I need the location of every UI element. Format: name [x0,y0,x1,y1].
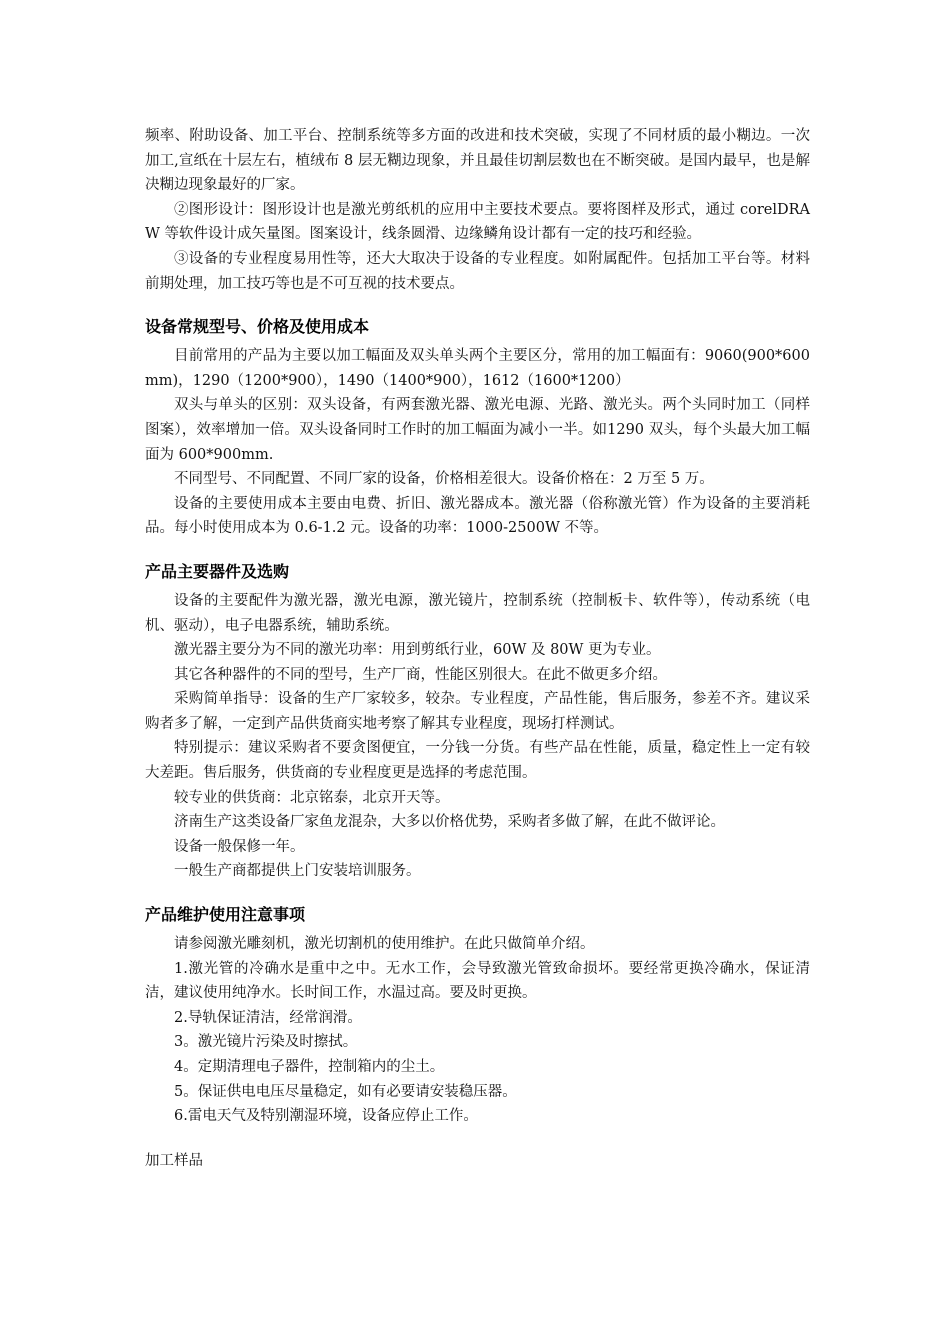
section-paragraph: 一般生产商都提供上门安装培训服务。 [174,863,421,880]
section-heading: 设备常规型号、价格及使用成本 [145,317,370,337]
section-paragraph: 较专业的供货商：北京铭泰，北京开天等。 [174,789,450,806]
section-heading: 产品主要器件及选购 [145,561,290,581]
section-maintenance [145,904,810,1129]
section-models-pricing [145,316,810,541]
section-paragraph: 设备的主要使用成本主要由电费、折旧、激光器成本。激光器（俗称激光管）作为设备的主要消耗品。每小时使用成本为 0.6-1.2 元。设备的功率：1000-2500W 不等。 [145,495,810,537]
intro-paragraph: ②图形设计：图形设计也是激光剪纸机的应用中主要技术要点。要将图样及形式，通过 corelDRAW 等软件设计成矢量图。图案设计，线条圆滑、边缘鳞角设计都有一定的技巧和经验。 [145,201,810,243]
section-paragraph: 5。保证供电电压尽量稳定，如有必要请安装稳压器。 [174,1083,517,1100]
section-paragraph: 3。激光镜片污染及时擦拭。 [174,1034,358,1051]
section-paragraph: 目前常用的产品为主要以加工幅面及双头单头两个主要区分，常用的加工幅面有：9060(900*600mm)，1290（1200*900），1490（1400*900），1612（1600*1200） [145,348,810,389]
section-paragraph: 设备的主要配件为激光器，激光电源，激光镜片，控制系统（控制板卡、软件等），传动系统（电机、驱动），电子电器系统，辅助系统。 [145,592,810,634]
intro-paragraph: 频率、附助设备、加工平台、控制系统等多方面的改进和技术突破，实现了不同材质的最小糊边。一次加工,宣纸在十层左右，植绒布 8 层无糊边现象，并且最佳切割层数也在不断突破。是国内最早，也是解决糊边现象最好的厂家。 [145,128,810,194]
section-components-purchase [145,561,810,884]
document-page [145,124,810,1173]
section-paragraph: 2.导轨保证清洁，经常润滑。 [174,1009,362,1026]
section-heading: 产品维护使用注意事项 [145,905,306,925]
section-paragraph: 其它各种器件的不同的型号，生产厂商，性能区别很大。在此不做更多介绍。 [174,666,667,683]
sample-caption: 加工样品 [145,1152,203,1169]
section-paragraph: 特别提示：建议采购者不要贪图便宜，一分钱一分货。有些产品在性能，质量，稳定性上一定有较大差距。售后服务，供货商的专业程度更是选择的考虑范围。 [145,740,810,782]
section-paragraph: 4。定期清理电子器件，控制箱内的尘土。 [174,1059,445,1075]
section-paragraph: 设备一般保修一年。 [174,838,305,855]
section-paragraph: 采购简单指导：设备的生产厂家较多，较杂。专业程度，产品性能，售后服务，参差不齐。建议采购者多了解，一定到产品供货商实地考察了解其专业程度，现场打样测试。 [145,691,810,732]
section-paragraph: 不同型号、不同配置、不同厂家的设备，价格相差很大。设备价格在：2 万至 5 万。 [174,471,714,488]
section-paragraph: 请参阅激光雕刻机，激光切割机的使用维护。在此只做简单介绍。 [174,936,595,953]
intro-block [145,124,810,296]
section-paragraph: 激光器主要分为不同的激光功率：用到剪纸行业，60W 及 80W 更为专业。 [174,642,661,659]
section-paragraph: 6.雷电天气及特别潮湿环境，设备应停止工作。 [174,1108,478,1125]
section-paragraph: 1.激光管的冷确水是重中之中。无水工作，会导致激光管致命损坏。要经常更换冷确水，保证清洁，建议使用纯净水。长时间工作，水温过高。要及时更换。 [145,960,810,1002]
section-paragraph: 双头与单头的区别：双头设备，有两套激光器、激光电源、光路、激光头。两个头同时加工（同样图案），效率增加一倍。双头设备同时工作时的加工幅面为减小一半。如1290 双头，每个头最大加工幅面为 600*900mm. [145,397,810,463]
section-paragraph: 济南生产这类设备厂家鱼龙混杂，大多以价格优势，采购者多做了解，在此不做评论。 [174,814,725,831]
intro-paragraph: ③设备的专业程度易用性等，还大大取决于设备的专业程度。如附属配件。包括加工平台等。材料前期处理，加工技巧等也是不可互视的技术要点。 [145,250,810,292]
